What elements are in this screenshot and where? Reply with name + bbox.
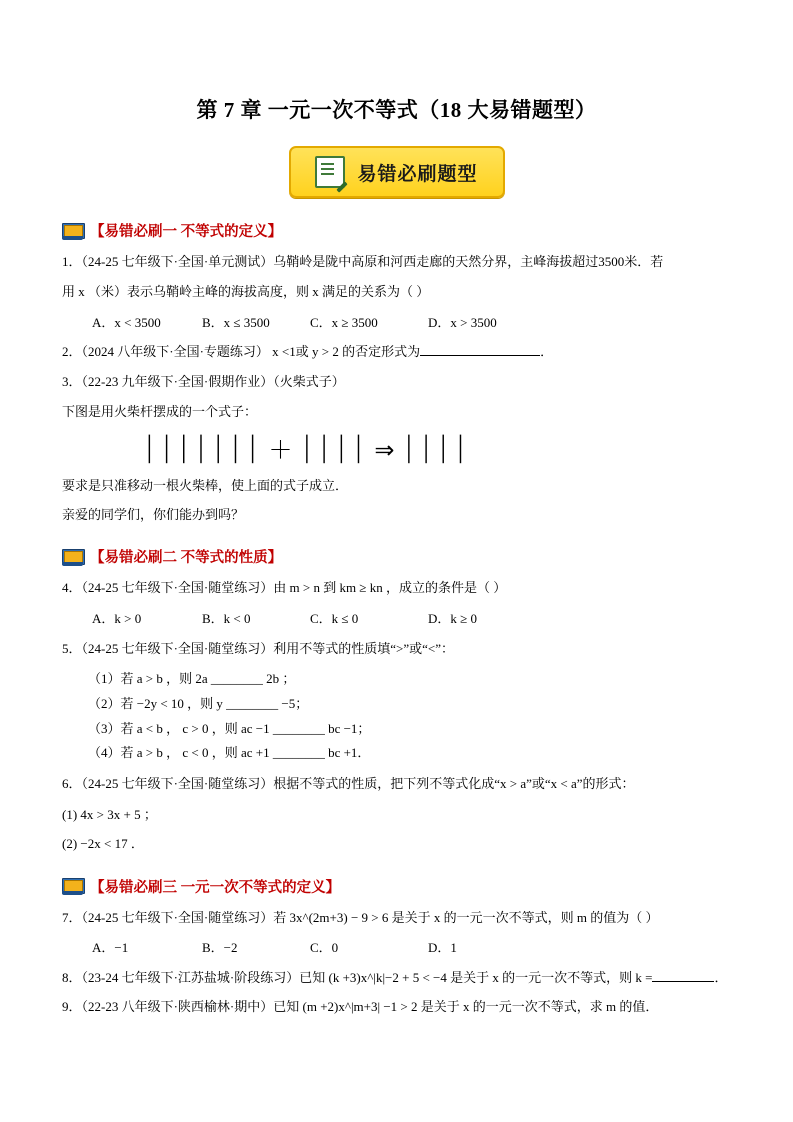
banner-label: 易错必刷题型 bbox=[357, 163, 478, 185]
question-2 bbox=[62, 341, 731, 364]
question-6 bbox=[62, 773, 731, 796]
option-1-d: D．x > 3500 bbox=[428, 314, 497, 330]
option-1-b: B．x ≤ 3500 bbox=[202, 314, 270, 330]
option-4-c: C．k ≤ 0 bbox=[310, 611, 359, 627]
option-4-a: A．k > 0 bbox=[92, 611, 142, 627]
question-1-number: 1． bbox=[62, 254, 82, 269]
question-7-options bbox=[62, 936, 731, 959]
question-5-text: （24-25 七年级下·全国·随堂练习）利用不等式的性质填“>”或“<”： bbox=[81, 640, 454, 656]
question-8-tail: ． bbox=[714, 969, 728, 985]
checklist-icon bbox=[315, 156, 345, 188]
question-7 bbox=[62, 907, 731, 930]
question-9-text: （22-23 八年级下·陕西榆林·期中）已知 (m +2)x^|m+3| −1 > 2 是关于 x 的一元一次不等式，求 m 的值． bbox=[81, 999, 659, 1015]
section-title-2: 【易错必刷二 不等式的性质】 bbox=[90, 550, 283, 567]
question-2-text: （2024 八年级下·全国·专题练习） x <1或 y > 2 的否定形式为 bbox=[81, 343, 421, 359]
matchstick-right: ⏐⏐⏐⏐ bbox=[401, 434, 471, 464]
question-6-text: （24-25 七年级下·全国·随堂练习）根据不等式的性质，把下列不等式化成“x > a”或“x < a”的形式： bbox=[81, 776, 635, 791]
section-heading-2 bbox=[62, 546, 731, 567]
option-4-d: D．k ≥ 0 bbox=[428, 611, 478, 627]
question-8-number: 8． bbox=[62, 969, 82, 985]
option-7-d: D．1 bbox=[428, 940, 457, 956]
question-3 bbox=[62, 371, 731, 394]
question-6-sub-2: (2) −2x < 17 ． bbox=[62, 836, 144, 852]
question-2-number: 2． bbox=[62, 343, 82, 359]
option-1-c: C．x ≥ 3500 bbox=[310, 314, 378, 330]
question-1-text: （24-25 七年级下·全国·单元测试）乌鞘岭是陇中高原和河西走廊的天然分界，主峰海拔超过3500米．若 bbox=[81, 254, 664, 269]
question-5-sub-4: （4）若 a > b ， c < 0 ，则 ac +1 ________ bc +1． bbox=[88, 745, 371, 761]
question-1-options bbox=[62, 311, 731, 334]
question-6-sub-1: (1) 4x > 3x + 5 ； bbox=[62, 806, 157, 822]
question-1-cont: 用 x （米）表示乌鞘岭主峰的海拔高度，则 x 满足的关系为（ ） bbox=[62, 283, 430, 299]
question-7-text: （24-25 七年级下·全国·随堂练习）若 3x^(2m+3) − 9 > 6 是关于 x 的一元一次不等式，则 m 的值为（ ） bbox=[81, 909, 659, 925]
exercise-banner bbox=[289, 146, 505, 198]
page-title: 第 7 章 一元一次不等式（18 大易错题型） bbox=[196, 98, 597, 122]
question-4 bbox=[62, 577, 731, 600]
matchstick-figure bbox=[62, 434, 731, 466]
section-heading-1 bbox=[62, 220, 731, 241]
question-9-number: 9． bbox=[62, 999, 82, 1015]
book-icon bbox=[62, 222, 84, 240]
matchstick-left: ⏐⏐⏐⏐⏐⏐⏐ bbox=[142, 434, 263, 464]
option-7-b: B．−2 bbox=[202, 940, 238, 956]
answer-blank bbox=[652, 969, 714, 982]
question-5-sub-1: （1）若 a > b ，则 2a ________ 2b ； bbox=[88, 671, 296, 687]
book-icon bbox=[62, 877, 84, 895]
option-4-b: B．k < 0 bbox=[202, 611, 251, 627]
question-3-line-2: 要求是只准移动一根火柴棒，使上面的式子成立． bbox=[62, 477, 349, 493]
question-8-text: （23-24 七年级下·江苏盐城·阶段练习）已知 (k +3)x^|k|−2 + 5 < −4 是关于 x 的一元一次不等式，则 k = bbox=[81, 969, 653, 985]
option-7-c: C．0 bbox=[310, 940, 339, 956]
answer-blank bbox=[420, 343, 540, 356]
question-7-number: 7． bbox=[62, 909, 82, 925]
matchstick-middle: ⏐⏐⏐⏐ bbox=[299, 434, 369, 464]
question-5-sub-3: （3）若 a < b ， c > 0 ，则 ac −1 ________ bc −1； bbox=[88, 720, 371, 736]
matchstick-operator: ＋ bbox=[268, 437, 294, 464]
question-5-number: 5． bbox=[62, 640, 82, 656]
question-4-options bbox=[62, 607, 731, 630]
matchstick-equals: ⇒ bbox=[374, 437, 396, 464]
question-4-text: （24-25 七年级下·全国·随堂练习）由 m > n 到 km ≥ kn ，成立的条件是（ ） bbox=[81, 580, 507, 596]
question-2-tail: ． bbox=[540, 343, 554, 359]
question-5-sub-2: （2）若 −2y < 10 ，则 y ________ −5； bbox=[88, 695, 309, 711]
banner-container bbox=[62, 146, 731, 198]
section-heading-3 bbox=[62, 876, 731, 897]
question-3-number: 3． bbox=[62, 373, 82, 389]
option-7-a: A．−1 bbox=[92, 940, 129, 956]
section-title-3: 【易错必刷三 一元一次不等式的定义】 bbox=[90, 879, 341, 896]
question-1 bbox=[62, 251, 731, 274]
question-8 bbox=[62, 967, 731, 990]
question-3-line-3: 亲爱的同学们，你们能办到吗？ bbox=[62, 506, 245, 522]
question-3-line-1: 下图是用火柴杆摆成的一个式子： bbox=[62, 404, 258, 420]
question-6-number: 6． bbox=[62, 776, 82, 791]
book-icon bbox=[62, 548, 84, 566]
question-9 bbox=[62, 996, 731, 1019]
question-3-text: （22-23 九年级下·全国·假期作业）（火柴式子） bbox=[81, 373, 345, 389]
question-5 bbox=[62, 638, 731, 661]
question-4-number: 4． bbox=[62, 580, 82, 596]
section-title-1: 【易错必刷一 不等式的定义】 bbox=[90, 224, 283, 240]
option-1-a: A．x < 3500 bbox=[92, 314, 161, 330]
